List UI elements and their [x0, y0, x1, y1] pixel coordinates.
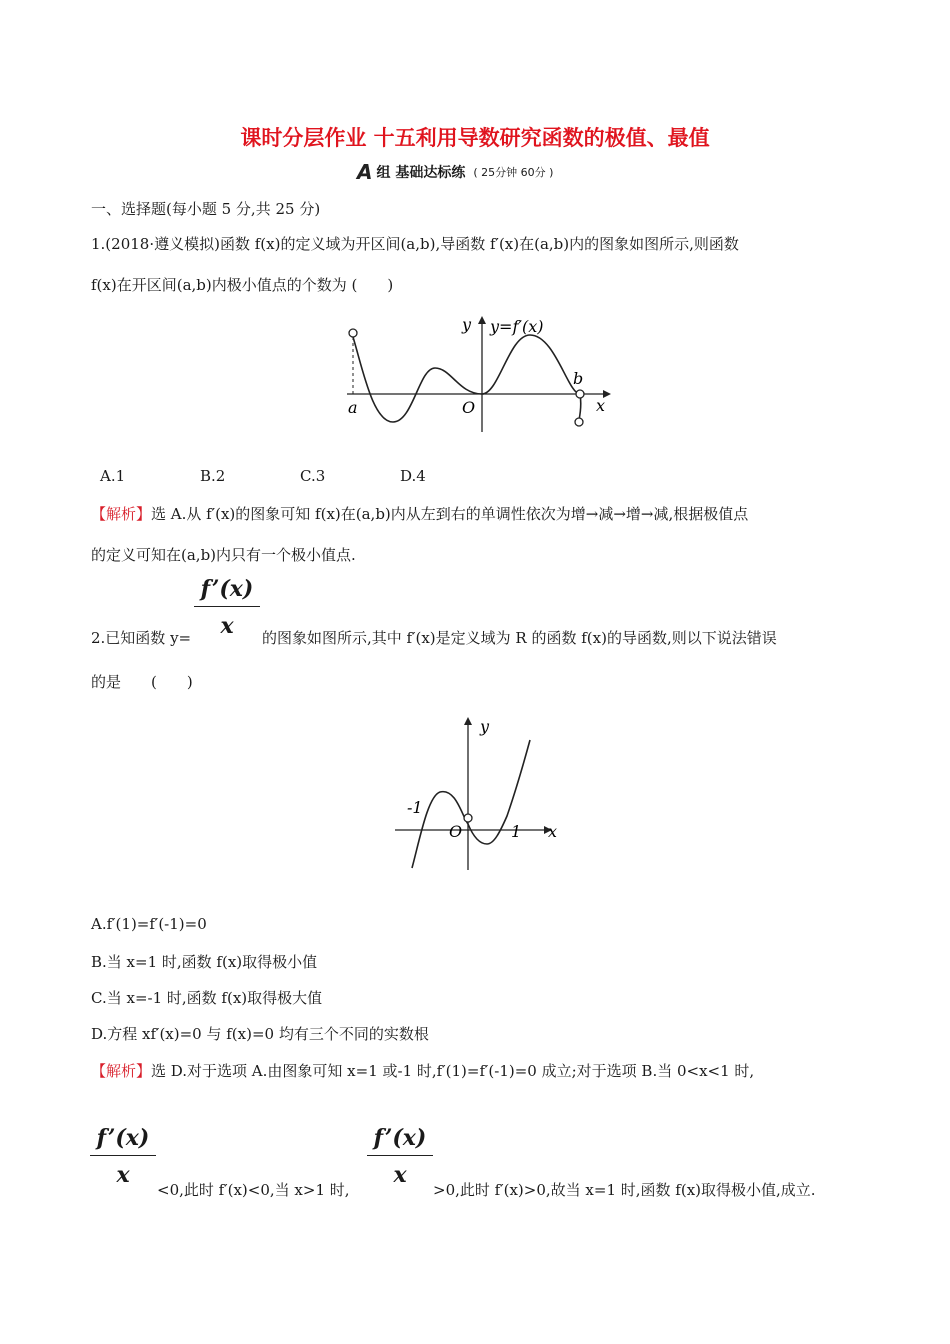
q2-neg-one-label: -1: [407, 798, 423, 817]
q2-frac3-bar: [367, 1155, 433, 1156]
q1-option-b: B.2: [200, 467, 226, 485]
q1-open-point-a: [349, 329, 357, 337]
page-title: 课时分层作业 十五利用导数研究函数的极值、最值: [240, 126, 710, 150]
q1-a-label: a: [348, 398, 358, 417]
group-header: [357, 160, 553, 184]
q1-option-c: C.3: [300, 467, 326, 485]
q2-frac3-numerator: f’(x): [373, 1125, 427, 1151]
q1-option-d: D.4: [400, 467, 426, 485]
q1-y-arrow-icon: [478, 316, 486, 324]
q2-analysis-line2b: >0,此时 f′(x)>0,故当 x=1 时,函数 f(x)取得极小值,成立.: [433, 1181, 816, 1199]
q1-analysis-tag: 【解析】: [91, 505, 152, 523]
q2-frac3-denominator: x: [393, 1162, 407, 1188]
q2-analysis-fraction-2: [367, 1125, 433, 1188]
q2-y-label: y: [480, 717, 490, 736]
q1-b-label: b: [573, 369, 584, 388]
q2-frac-numerator: f’(x): [200, 576, 254, 602]
q2-graph: [390, 712, 565, 874]
q2-origin-label: O: [449, 822, 463, 841]
q1-analysis-text1: 选 A.从 f′(x)的图象可知 f(x)在(a,b)内从左到右的单调性依次为增→减→增→减,根据极值点: [151, 505, 749, 523]
q1-line2: f(x)在开区间(a,b)内极小值点的个数为 ( ): [91, 276, 394, 294]
q1-open-point-b-axis: [576, 390, 584, 398]
q2-analysis-line1: [91, 1060, 754, 1081]
q2-open-point-origin: [464, 814, 472, 822]
q2-x-label: x: [548, 822, 558, 841]
q2-option-b: B.当 x=1 时,函数 f(x)取得极小值: [91, 953, 318, 971]
q2-frac-denominator: x: [220, 613, 234, 639]
section-heading: 一、选择题(每小题 5 分,共 25 分): [91, 200, 321, 218]
q2-line2: 的是 ( ): [91, 673, 193, 691]
group-time: ( 25分钟 60分 ): [473, 166, 554, 179]
q1-graph: [335, 310, 620, 440]
q2-one-label: 1: [511, 822, 522, 841]
q2-curve: [412, 740, 530, 868]
q1-origin-label: O: [462, 398, 476, 417]
q2-analysis-line2a: <0,此时 f′(x)<0,当 x>1 时,: [157, 1181, 350, 1199]
q2-analysis-fraction-1: [90, 1125, 156, 1188]
group-name: 组 基础达标练: [376, 165, 466, 181]
q2-fraction: [194, 576, 260, 639]
q2-frac2-numerator: f’(x): [96, 1125, 150, 1151]
q1-analysis-line1: [91, 503, 748, 524]
q1-y-label: y: [462, 315, 472, 334]
q2-frac2-denominator: x: [116, 1162, 130, 1188]
q1-option-a: A.1: [100, 467, 126, 485]
q1-open-point-b: [575, 418, 583, 426]
q1-line1: 1.(2018·遵义模拟)函数 f(x)的定义域为开区间(a,b),导函数 f′(x)在(a,b)内的图象如图所示,则函数: [91, 235, 739, 253]
q2-frac2-bar: [90, 1155, 156, 1156]
q1-analysis-line2: 的定义可知在(a,b)内只有一个极小值点.: [91, 546, 356, 564]
q2-analysis-tag: 【解析】: [91, 1062, 152, 1080]
q2-option-d: D.方程 xf′(x)=0 与 f(x)=0 均有三个不同的实数根: [91, 1025, 429, 1043]
q1-x-label: x: [596, 396, 606, 415]
q1-curve-label: y=f′(x): [490, 317, 544, 336]
q2-option-a: A.f′(1)=f′(-1)=0: [91, 915, 207, 933]
q2-line1-suffix: 的图象如图所示,其中 f′(x)是定义域为 R 的函数 f(x)的导函数,则以下说法错误: [262, 629, 777, 647]
group-letter: A: [357, 160, 373, 184]
q2-frac-bar: [194, 606, 260, 607]
q2-option-c: C.当 x=-1 时,函数 f(x)取得极大值: [91, 989, 323, 1007]
q2-analysis-text1: 选 D.对于选项 A.由图象可知 x=1 或-1 时,f′(1)=f′(-1)=0 成立;对于选项 B.当 0<x<1 时,: [151, 1062, 755, 1080]
q2-line1-prefix: 2.已知函数 y=: [91, 629, 192, 647]
q2-y-arrow-icon: [464, 717, 472, 725]
